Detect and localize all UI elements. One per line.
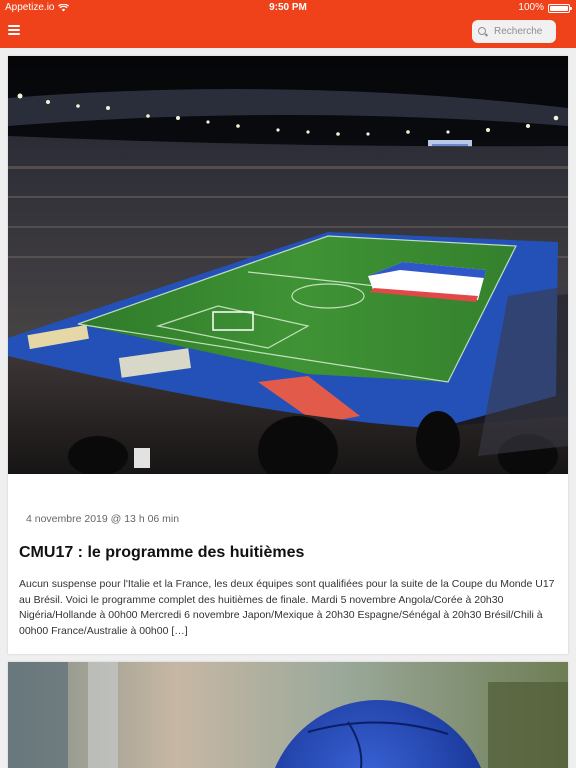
- article-card[interactable]: [8, 56, 568, 654]
- hamburger-menu-icon[interactable]: [8, 25, 22, 37]
- article-date: 4 novembre 2019 @ 13 h 06 min: [26, 513, 180, 525]
- app-header: [0, 0, 576, 48]
- search-icon: [478, 27, 488, 37]
- article-image-ball[interactable]: [8, 662, 568, 768]
- battery-percent: 100%: [518, 2, 544, 13]
- article-image-stadium[interactable]: [8, 56, 568, 474]
- status-time: 9:50 PM: [269, 2, 307, 13]
- search-input[interactable]: [494, 26, 554, 37]
- status-bar: [0, 0, 576, 16]
- status-right: [518, 0, 570, 16]
- article-card[interactable]: [8, 662, 568, 768]
- search-box[interactable]: [472, 20, 556, 43]
- article-excerpt: Aucun suspense pour l'Italie et la France, les deux équipes sont qualifiées pour la suite de la Coupe du Monde U17 au Brésil. Voici le programme complet des huitièmes de finale. Mardi 5 novembre Angola/Corée à 20h30 Nigéria/Hollande à 00h00 Mercredi 6 novembre Japon/Mexique à 20h30 Espagne/Sénégal à 20h30 Brésil/Chili à 00h00 France/Australie à 00h00 […]: [19, 578, 555, 637]
- article-title[interactable]: CMU17 : le programme des huitièmes: [19, 544, 305, 561]
- carrier-label: Appetize.io: [5, 2, 55, 13]
- battery-icon: [548, 4, 570, 13]
